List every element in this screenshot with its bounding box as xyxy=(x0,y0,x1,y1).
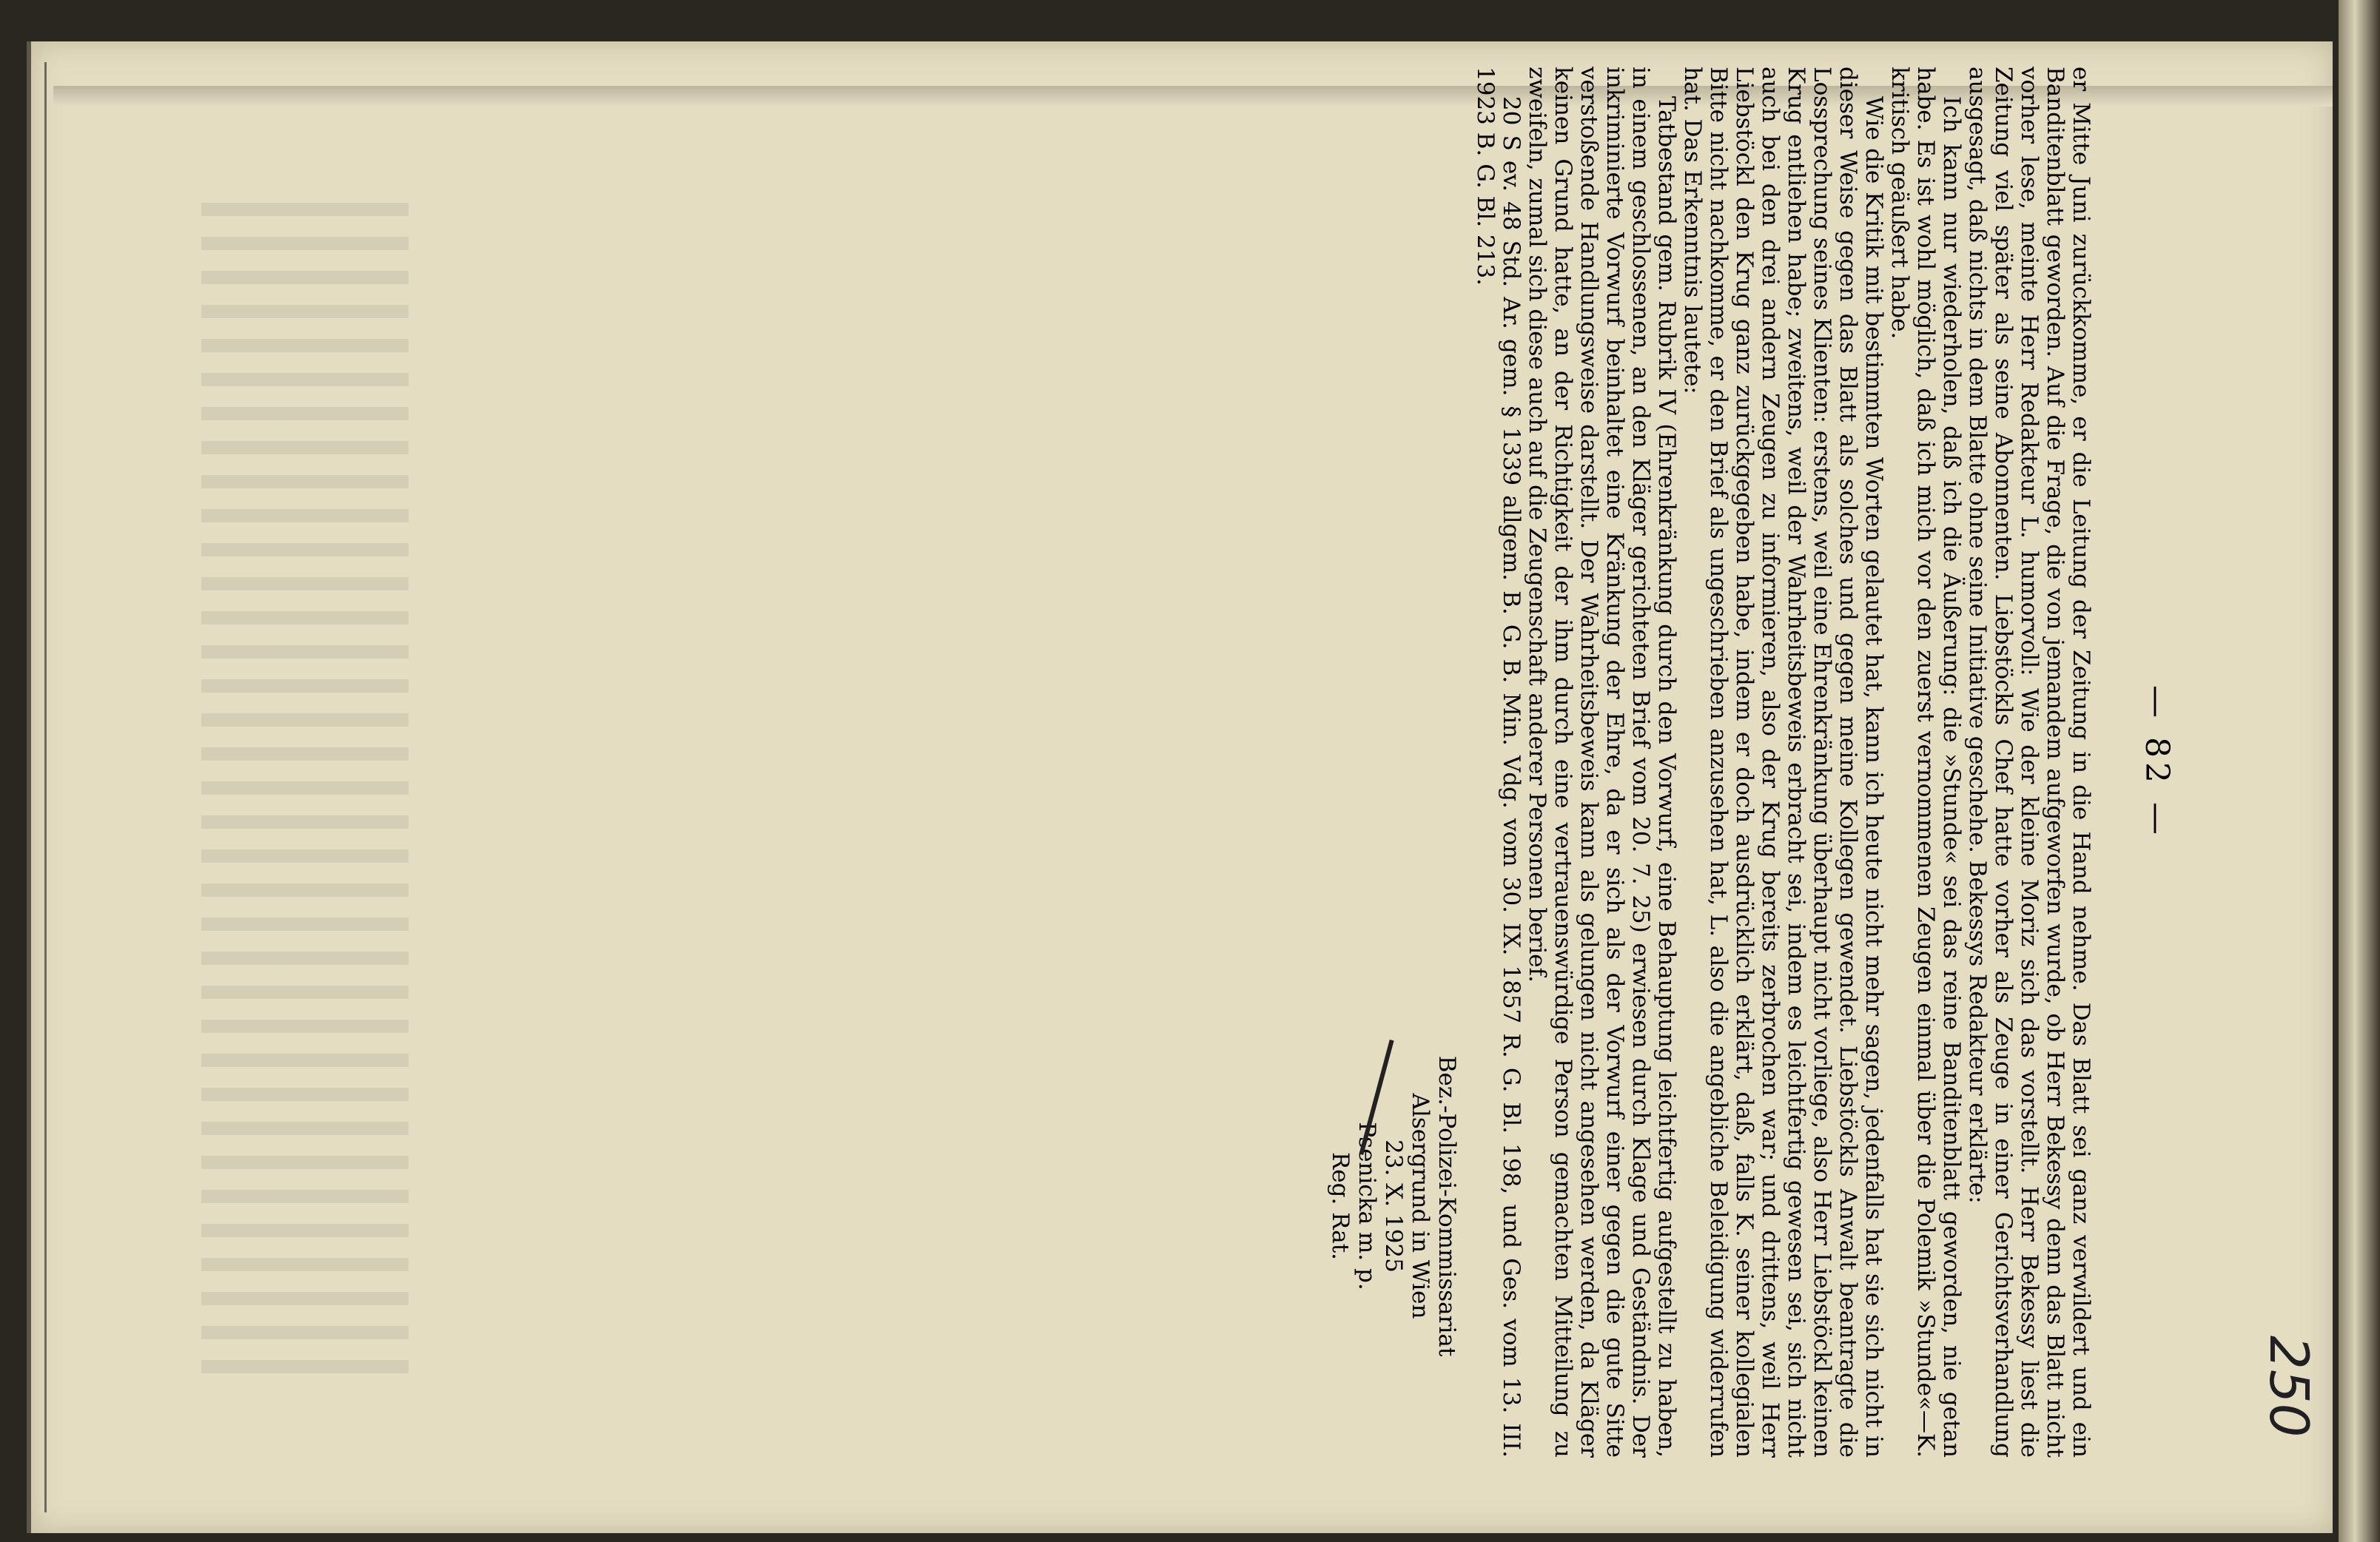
paragraph: Wie die Kritik mit bestimmten Worten gelautet hat, kann ich heute nicht mehr sagen, jedenfalls hat sie sich nicht in dieser Weise gegen das Blatt als solches und gegen meine Kollegen gewendet. Liebstöckls Anwalt beantragte die Lossprechung seines Klienten: erstens, weil eine Ehrenkränkung überhaupt nicht vorliege, also Herr Liebstöckl keinen Krug entliehen habe; zweitens, weil der Wahrheitsbeweis erbracht sei, indem es leichtfertig gewesen sei, sich nicht auch bei den drei andern Zeugen zu informieren, also der Krug bereits zerbrochen war; und drittens, weil Herr Liebstöckl den Krug ganz zurückgegeben habe, indem er doch ausdrücklich erklärt, daß, falls K. seiner kollegialen Bitte nicht nachkomme, er den Brief als ungeschrieben anzusehen hat, L. also die angebliche Beleidigung widerrufen hat. Das Erkenntnis lautete: xyxy=(1679,67,1887,1458)
page-number: — 82 — xyxy=(2138,685,2176,839)
signature-title: Reg. Rat. xyxy=(1327,1151,1354,1261)
signature-office: Bez.-Polizei-Kommissariat xyxy=(1433,1055,1460,1357)
rotated-text-block xyxy=(326,67,2176,1458)
book-binding xyxy=(2339,0,2380,1542)
paragraph: Ich kann nur wiederholen, daß ich die Äußerung: die »Stunde« sei das reine Banditenblatt geworden, nie getan habe. Es ist wohl möglich, daß ich mich vor den zuerst vernommenen Zeugen einmal über die Polemik »Stunde«—K. kritisch geäußert habe. xyxy=(1886,67,1965,1458)
handwritten-folio-number: 250 xyxy=(2258,1336,2320,1438)
signature-block xyxy=(1327,955,1460,1458)
signature-date: 23. X. 1925 xyxy=(1380,1139,1407,1273)
signature-district: Alsergrund in Wien xyxy=(1407,1093,1433,1319)
paragraph: 20 S ev. 48 Std. Ar. gem. § 1339 allgem. B. G. B. Min. Vdg. vom 30. IX. 1857 R. G. Bl. 198, und Ges. vom 13. III. 1923 B. G. Bl. 213. xyxy=(1472,67,1525,1458)
signature-name: Psenicka m. p. xyxy=(1354,1122,1380,1290)
body-text xyxy=(1472,67,2094,1458)
paragraph: Tatbestand gem. Rubrik IV (Ehrenkränkung durch den Vorwurf, eine Behauptung leichtfertig aufgestellt zu haben, in einem geschlossenen, an den Kläger gerichteten Brief vom 20. 7. 25) erwiesen durch Klage und Geständnis. Der inkriminierte Vorwurf beinhaltet eine Kränkung der Ehre, da er sich als der Vorwurf einer gegen die gute Sitte verstoßende Handlungsweise darstellt. Der Wahrheitsbeweis kann als gelungen nicht angesehen werden, da Kläger keinen Grund hatte, an der Richtigkeit der ihm durch eine vertrauenswürdige Person gemachten Mitteilung zu zweifeln, zumal sich diese auch auf die Zeugenschaft anderer Personen berief. xyxy=(1524,67,1680,1458)
paragraph: er Mitte Juni zurückkomme, er die Leitung der Zeitung in die Hand nehme. Das Blatt sei ganz verwildert und ein Banditenblatt geworden. Auf die Frage, die von jemandem aufgeworfen wurde, ob Herr Bekessy denn das Blatt nicht vorher lese, meinte Herr Redakteur L. humorvoll: Wie der kleine Moriz sich das vorstellt. Herr Bekessy liest die Zeitung viel später als seine Abonnenten. Liebstöckls Chef hatte vorher als Zeuge in einer Gerichtsverhandlung ausgesagt, daß nichts in dem Blatte ohne seine Initiative geschehe. Bekessys Redakteur erklärte: xyxy=(1964,67,2094,1458)
